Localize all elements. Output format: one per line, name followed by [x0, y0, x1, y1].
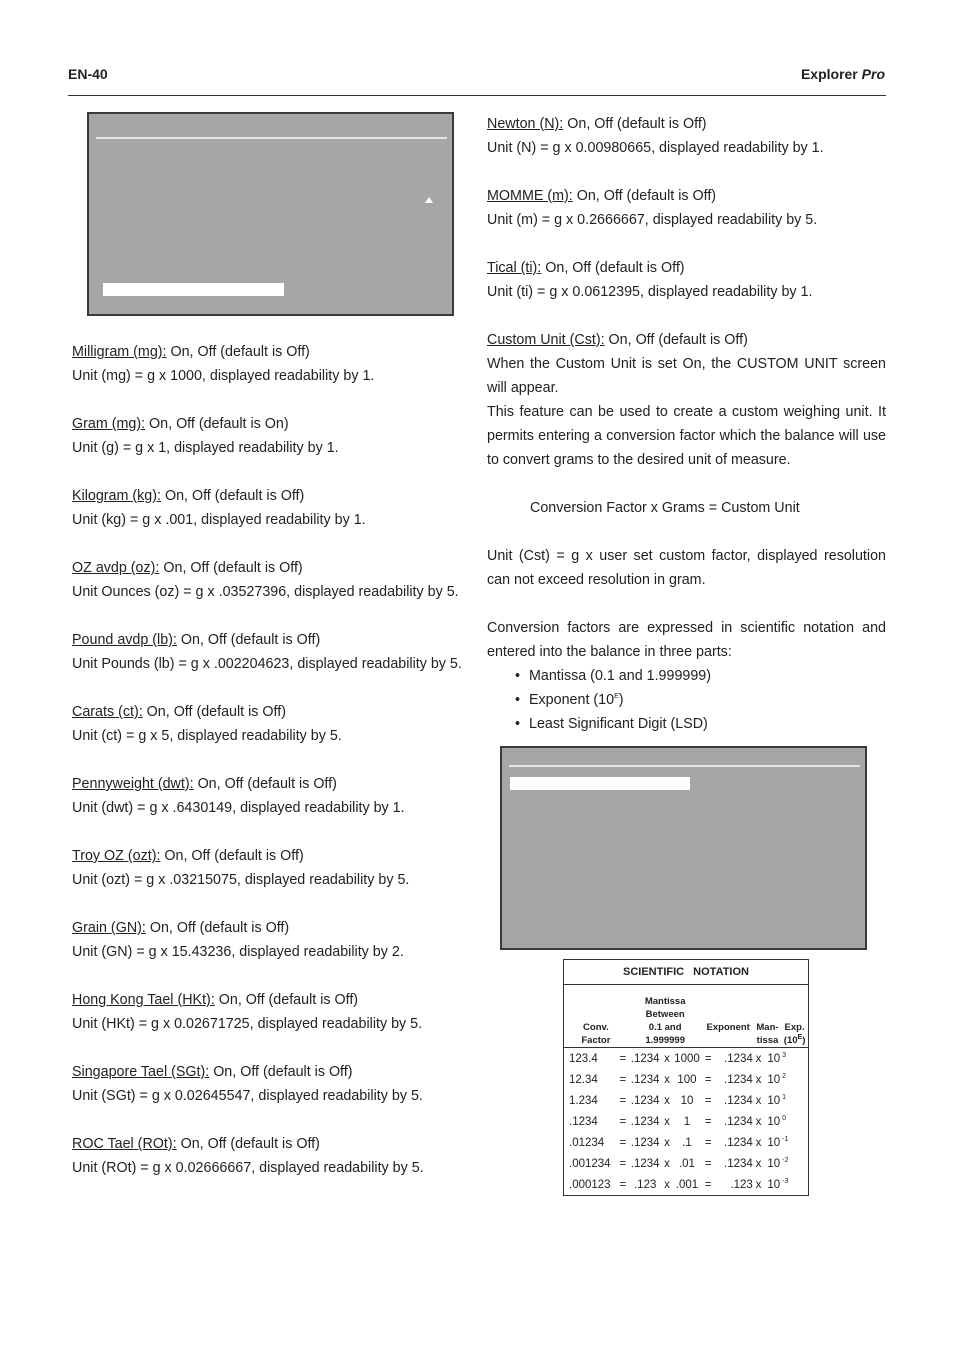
unit-label: Hong Kong Tael (HKt):	[72, 992, 215, 1008]
table-cell: =	[619, 1136, 627, 1149]
table-cell: x	[755, 1136, 762, 1149]
unit-entry	[72, 700, 476, 748]
table-cell: .1234	[724, 1157, 753, 1170]
table-cell: .001	[675, 1178, 699, 1191]
table-cell: 1	[683, 1115, 691, 1128]
unit-entry	[72, 844, 476, 892]
table-cell: 10	[767, 1136, 781, 1149]
custom-unit-formula: Unit (Cst) = g x user set custom factor, displayed resolution can not exceed resolution in gram.	[487, 548, 886, 588]
table-body	[564, 1048, 809, 1196]
unit-label: Pennyweight (dwt):	[72, 776, 194, 792]
table-spacer	[802, 1048, 808, 1070]
unit-entry	[72, 772, 476, 820]
unit-label: MOMME (m):	[487, 188, 573, 204]
table-cell-power	[781, 1153, 802, 1174]
scroll-up-icon	[425, 197, 433, 203]
table-cell: =	[619, 1094, 627, 1107]
table-cell: x	[664, 1157, 670, 1170]
table-cell: .001234	[569, 1157, 611, 1170]
table-cell: =	[619, 1157, 627, 1170]
table-cell: =	[704, 1073, 712, 1086]
unit-formula: Unit (ozt) = g x .03215075, displayed readability by 5.	[72, 872, 410, 888]
unit-formula: Unit (N) = g x 0.00980665, displayed readability by 1.	[487, 140, 824, 156]
table-cell: =	[619, 1178, 627, 1191]
table-cell: 10	[767, 1073, 781, 1086]
unit-desc: On, Off (default is Off)	[541, 260, 685, 276]
table-cell: x	[755, 1178, 762, 1191]
table-cell: x	[664, 1073, 670, 1086]
unit-desc: On, Off (default is Off)	[214, 992, 359, 1008]
table-row	[564, 1174, 809, 1196]
unit-label: OZ avdp (oz):	[72, 560, 160, 576]
header-exp: Exp. $(10^E)$	[783, 1022, 806, 1046]
table-cell: =	[704, 1115, 712, 1128]
table-cell: 100	[677, 1073, 697, 1086]
table-row	[564, 1090, 809, 1111]
table-cell: .123	[633, 1178, 657, 1191]
unit-desc: On, Off (default is Off)	[193, 776, 337, 792]
table-cell: .1234	[724, 1115, 753, 1128]
unit-entry	[72, 412, 476, 460]
power-superscript: -1	[782, 1135, 789, 1143]
table-cell: .1234	[724, 1094, 753, 1107]
table-cell-power	[781, 1111, 802, 1132]
table-cell: =	[704, 1157, 712, 1170]
table-header-row	[564, 985, 809, 1048]
unit-label: ROC Tael (ROt):	[72, 1136, 177, 1152]
table-cell: 12.34	[569, 1073, 598, 1086]
unit-entry	[72, 1060, 476, 1108]
table-row	[564, 1069, 809, 1090]
unit-desc: On, Off (default is Off)	[145, 920, 290, 936]
table-cell: x	[664, 1094, 670, 1107]
unit-label: Troy OZ (ozt):	[72, 848, 161, 864]
header-exponent: Exponent	[706, 1022, 750, 1033]
unit-entry-newton	[487, 112, 886, 160]
table-cell-power	[781, 1174, 802, 1196]
table-cell: .1234	[630, 1073, 660, 1086]
unit-label: Milligram (mg):	[72, 344, 167, 360]
exponent-superscript: E	[614, 693, 619, 701]
unit-label: Tical (ti):	[487, 260, 542, 276]
highlight-bar	[103, 283, 284, 296]
table-cell: .1234	[724, 1073, 753, 1086]
bullet-close: )	[618, 692, 624, 708]
unit-entry-tical	[487, 256, 886, 304]
table-cell: .1234	[630, 1094, 660, 1107]
unit-label: Carats (ct):	[72, 704, 143, 720]
table-cell: x	[755, 1115, 762, 1128]
unit-formula: Unit (HKt) = g x 0.02671725, displayed readability by 5.	[72, 1016, 423, 1032]
unit-entry	[72, 628, 476, 676]
unit-entry	[72, 1132, 476, 1180]
unit-formula: Unit (ti) = g x 0.0612395, displayed readability by 1.	[487, 284, 813, 300]
table-cell: .1234	[724, 1136, 753, 1149]
table-spacer	[802, 1174, 808, 1196]
power-superscript: 1	[782, 1093, 787, 1101]
unit-formula: Unit (SGt) = g x 0.02645547, displayed readability by 5.	[72, 1088, 423, 1104]
table-cell: .01234	[569, 1136, 605, 1149]
power-superscript: -3	[782, 1177, 789, 1185]
title-emphasis: Pro	[861, 66, 885, 82]
unit-desc: On, Off (default is Off)	[160, 488, 305, 504]
unit-label: Kilogram (kg):	[72, 488, 161, 504]
bullet-text: Least Significant Digit (LSD)	[529, 716, 708, 732]
bullet-text: Mantissa (0.1 and 1.999999)	[529, 668, 712, 684]
table-cell: =	[704, 1136, 712, 1149]
table-cell: x	[755, 1073, 762, 1086]
scientific-notation-table	[563, 959, 809, 1196]
manual-title	[801, 66, 885, 82]
screen-title-line	[96, 137, 447, 139]
table-spacer	[802, 1111, 808, 1132]
table-title: SCIENTIFIC NOTATION	[564, 960, 809, 985]
unit-label: Gram (mg):	[72, 416, 146, 432]
table-spacer	[802, 1132, 808, 1153]
table-cell-power	[781, 1090, 802, 1111]
table-cell: .1234	[630, 1136, 660, 1149]
unit-label: Custom Unit (Cst):	[487, 332, 605, 348]
table-cell: =	[704, 1178, 712, 1191]
unit-entry	[72, 556, 476, 604]
unit-entry-custom	[487, 328, 886, 352]
table-cell: =	[704, 1052, 712, 1065]
table-cell: =	[619, 1052, 627, 1065]
table-spacer	[802, 1153, 808, 1174]
table-spacer	[802, 1069, 808, 1090]
table-cell: 123.4	[569, 1052, 598, 1065]
unit-label: Newton (N):	[487, 116, 564, 132]
unit-formula: Unit (ROt) = g x 0.02666667, displayed readability by 5.	[72, 1160, 424, 1176]
header-mantissa: Man- tissa	[756, 1022, 779, 1046]
unit-entry-momme	[487, 184, 886, 232]
right-column	[487, 112, 886, 736]
display-screen-units	[87, 112, 454, 316]
table-cell: x	[664, 1136, 670, 1149]
unit-entry	[72, 916, 476, 964]
unit-formula: Unit (GN) = g x 15.43236, displayed readability by 2.	[72, 944, 404, 960]
unit-desc: On, Off (default is Off)	[563, 116, 707, 132]
title-main: Explorer	[800, 66, 858, 82]
table-cell: .1234	[724, 1052, 753, 1065]
bullet-mantissa: • Mantissa (0.1 and 1.999999)	[515, 668, 712, 684]
page-number: EN-40	[68, 66, 108, 82]
display-screen-custom-unit	[500, 746, 867, 950]
unit-formula: Unit (mg) = g x 1000, displayed readability by 1.	[72, 368, 375, 384]
table-cell-power	[781, 1069, 802, 1090]
table-cell: .000123	[569, 1178, 611, 1191]
unit-formula: Unit (kg) = g x .001, displayed readability by 1.	[72, 512, 366, 528]
table-cell: x	[664, 1052, 670, 1065]
unit-desc: On, Off (default is Off)	[572, 188, 717, 204]
conversion-intro: Conversion factors are expressed in scientific notation and entered into the balance in three parts:	[487, 620, 886, 660]
table-cell: 10	[767, 1094, 781, 1107]
table-cell: .1234	[630, 1115, 660, 1128]
unit-formula: Unit Pounds (lb) = g x .002204623, displayed readability by 5.	[72, 656, 462, 672]
table-cell: x	[755, 1052, 762, 1065]
unit-formula: Unit (m) = g x 0.2666667, displayed readability by 5.	[487, 212, 818, 228]
power-superscript: -2	[782, 1156, 789, 1164]
unit-desc: On, Off (default is Off)	[142, 704, 286, 720]
custom-unit-paragraph-1: When the Custom Unit is set On, the CUSTOM UNIT screen will appear.	[487, 356, 886, 396]
unit-desc: On, Off (default is Off)	[209, 1064, 353, 1080]
power-superscript: 0	[782, 1114, 787, 1122]
screen-title-line	[509, 765, 860, 767]
bullet-exponent: • Exponent $(10^E)$	[515, 692, 624, 708]
table-cell: x	[755, 1157, 762, 1170]
table-cell: 10	[680, 1094, 694, 1107]
unit-formula: Unit (dwt) = g x .6430149, displayed readability by 1.	[72, 800, 405, 816]
table-cell: .1234	[630, 1052, 660, 1065]
table-cell: x	[664, 1178, 670, 1191]
bullet-lsd: • Least Significant Digit (LSD)	[515, 716, 708, 732]
unit-label: Singapore Tael (SGt):	[72, 1064, 210, 1080]
table-cell: =	[704, 1094, 712, 1107]
unit-desc: On, Off (default is On)	[145, 416, 289, 432]
table-cell: .1	[682, 1136, 692, 1149]
table-row	[564, 1153, 809, 1174]
table-cell: .123	[730, 1178, 753, 1191]
unit-desc: On, Off (default is Off)	[160, 848, 304, 864]
table-cell: 10	[767, 1157, 781, 1170]
table-cell: .1234	[630, 1157, 660, 1170]
conversion-equation: Conversion Factor x Grams = Custom Unit	[530, 500, 800, 516]
table-cell: .1234	[569, 1115, 598, 1128]
unit-label: Pound avdp (lb):	[72, 632, 177, 648]
unit-desc: On, Off (default is Off)	[176, 632, 321, 648]
unit-entry	[72, 484, 476, 532]
bullet-text: Exponent (10	[529, 692, 615, 708]
table-row	[564, 1111, 809, 1132]
table-cell: =	[619, 1115, 627, 1128]
unit-desc: On, Off (default is Off)	[166, 344, 310, 360]
unit-entry	[72, 988, 476, 1036]
table-spacer	[802, 1090, 808, 1111]
table-cell-power	[781, 1132, 802, 1153]
left-column	[72, 340, 476, 1180]
table-cell: =	[619, 1073, 627, 1086]
power-superscript: 3	[782, 1051, 787, 1059]
unit-desc: On, Off (default is Off)	[176, 1136, 320, 1152]
table-cell-power	[781, 1048, 802, 1070]
power-superscript: 2	[782, 1072, 787, 1080]
unit-entry	[72, 340, 476, 388]
header-mantissa-between: Mantissa Between 0.1 and 1.999999	[644, 996, 686, 1046]
unit-desc: On, Off (default is Off)	[159, 560, 303, 576]
unit-formula: Unit Ounces (oz) = g x .03527396, displayed readability by 5.	[72, 584, 459, 600]
table-cell: 1.234	[569, 1094, 598, 1107]
unit-desc: On, Off (default is Off)	[604, 332, 748, 348]
table-cell: 1000	[674, 1052, 700, 1065]
table-cell: x	[664, 1115, 670, 1128]
table-cell: 10	[767, 1052, 781, 1065]
custom-unit-paragraph-2: This feature can be used to create a custom weighing unit. It permits entering a conversion factor which the balance will use to convert grams to the desired unit of measure.	[487, 404, 886, 468]
header-rule	[68, 95, 886, 96]
header-conv-factor: Conv. Factor	[581, 1022, 611, 1046]
table-row	[564, 1048, 809, 1070]
unit-label: Grain (GN):	[72, 920, 146, 936]
table-cell: .01	[678, 1157, 695, 1170]
table-cell: x	[755, 1094, 762, 1107]
table-cell: 10	[767, 1115, 781, 1128]
table-cell: 10	[767, 1178, 781, 1191]
unit-formula: Unit (ct) = g x 5, displayed readability by 5.	[72, 728, 342, 744]
unit-formula: Unit (g) = g x 1, displayed readability by 1.	[72, 440, 339, 456]
highlight-bar	[510, 777, 690, 790]
table-row	[564, 1132, 809, 1153]
